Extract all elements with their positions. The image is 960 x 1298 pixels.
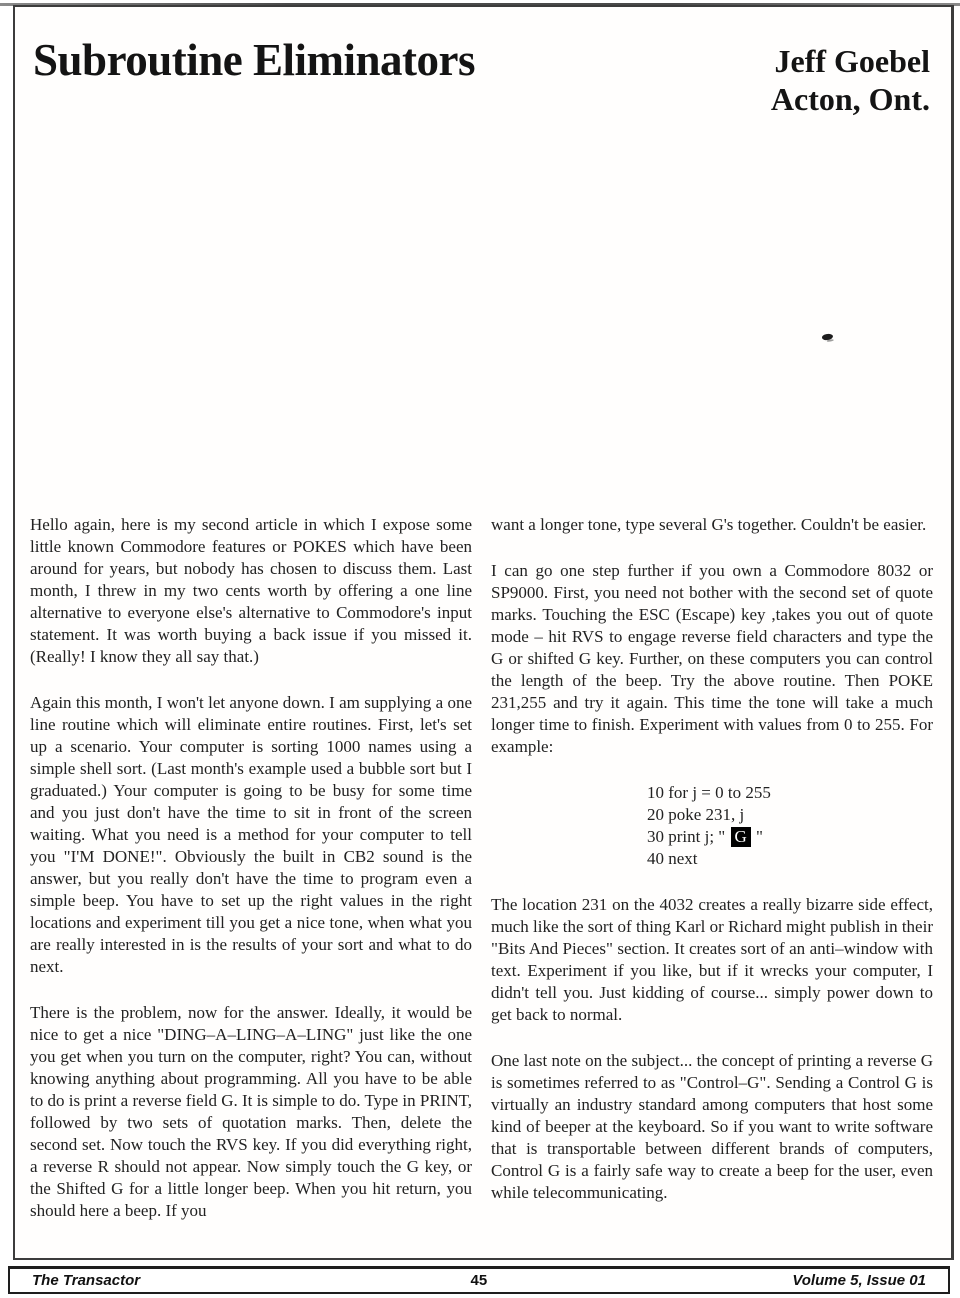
footer-issue-label: Volume 5, Issue 01 [792,1272,926,1289]
byline [771,42,930,118]
paragraph: want a longer tone, type several G's together. Couldn't be easier. [491,515,927,534]
footer-magazine-name: The Transactor [32,1272,141,1289]
author-location: Acton, Ont. [770,81,930,117]
page-title: Subroutine Eliminators [33,35,476,85]
code-line: 10 for j = 0 to 255 [647,783,771,802]
left-column [30,514,472,1246]
author-name: Jeff Goebel [774,43,930,79]
code-line-prefix: 30 print j; " [647,827,730,846]
code-line-suffix: " [751,827,763,846]
paragraph: One last note on the subject... the concept of printing a reverse G is sometimes referred to as "Control–G". Sending a Control G is virtually an industry standard among computers that host some kind of beeper at the keyboard. So if you want to write software that is transportable between different brands of computers, Control G is a fairly safe way to create a beep for the user, even while telecommunicating. [491,1051,933,1202]
code-line [647,826,933,848]
article-body [30,514,933,1246]
right-column [491,514,933,1246]
reverse-video-g-character: G [731,827,751,847]
code-line: 40 next [647,849,698,868]
paragraph: Hello again, here is my second article in which I expose some little known Commodore features or POKES which have been around for years, but nobody has chosen to discuss them. Last month, I threw in my two cents worth by offering a one line alternative to everyone else's alternative to Commodore's input statement. It was worth buying a back issue if you missed it. (Really! I know they all say that.) [30,515,472,666]
code-line: 20 poke 231, j [647,805,745,824]
paragraph: The location 231 on the 4032 creates a really bizarre side effect, much like the sort of thing Karl or Richard might publish in their "Bits And Pieces" section. It creates sort of an anti–window with text. Experiment if you like, but if it wrecks your computer, I didn't tell you. Just kidding of course... simply power down to get back to normal. [491,895,933,1024]
paragraph: There is the problem, now for the answer. Ideally, it would be nice to get a nice "DING–A–LING–A–LING" just like the one you get when you turn on the computer, right? You can, without knowing anything about programming. All you have to be able to do is print a reverse field G. It is simple to do. Type in PRINT, followed by two sets of quotation marks. Then, delete the second set. Now touch the RVS key. If you did everything right, a reverse R should not appear. Now simply touch the G key, or the Shifted G for a little longer beep. When you hit return, you should here a beep. If you [30,1003,473,1220]
footer-page-number: 45 [470,1272,488,1289]
basic-code-listing [491,782,933,870]
paragraph: Again this month, I won't let anyone down. I am supplying a one line routine which will eliminate entire routines. First, let's set up a scenario. Your computer is sorting 1000 names using a simple shell sort. (Last month's example used a bubble sort but I graduated.) Your computer is going to be busy for some time and you just don't have the time to sit in front of the screen waiting. What you need is a method for your computer to tell you "I'M DONE!". Obviously the built in CB2 sound is the answer, but you really don't have the time to program even a simple beep. You have to set up the right values in the right locations and experiment till you get a nice tone, when what you are really interested in is the results of your sort and what to do next. [30,693,472,976]
page-footer [8,1266,950,1294]
paragraph: I can go one step further if you own a Commodore 8032 or SP9000. First, you need not bother with the second set of quote marks. Touching the ESC (Escape) key ,takes you out of quote mode – hit RVS to engage reverse field characters and type the G or shifted G key. Further, on these computers you can control the length of the beep. Try the above routine. Then POKE 231,255 and try it again. This time the tone will take a much longer time to finish. Experiment with values from 0 to 255. For example: [491,561,933,756]
